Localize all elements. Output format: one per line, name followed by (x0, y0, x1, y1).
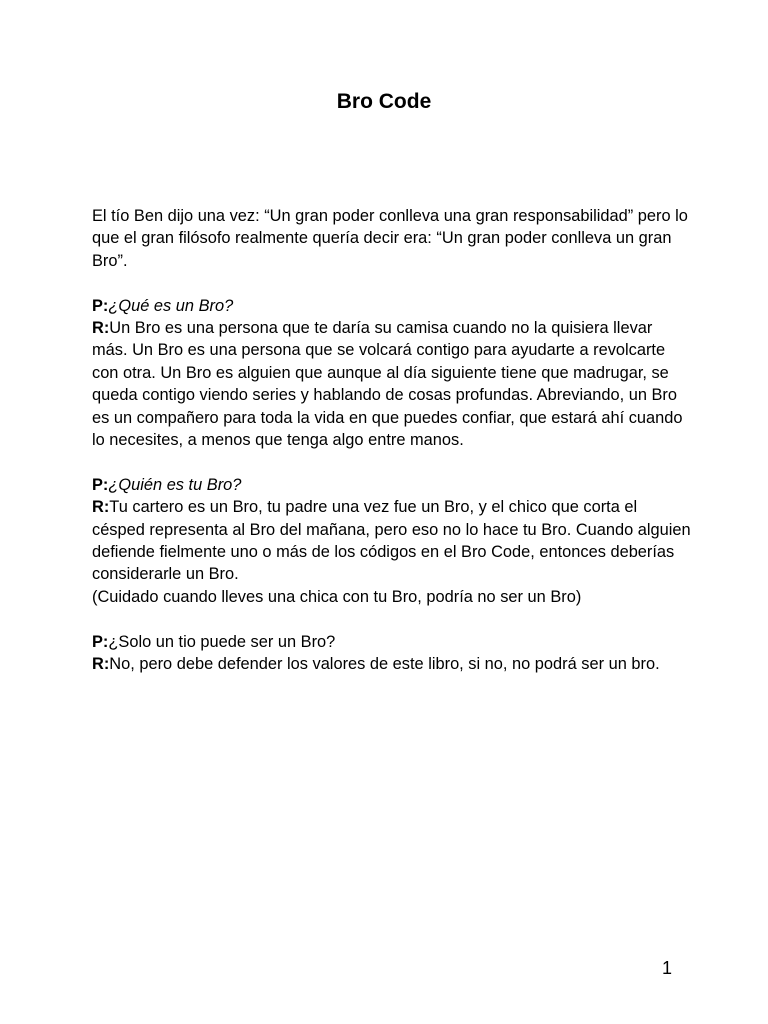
answer-label: R: (92, 319, 110, 338)
answer-label: R: (92, 498, 110, 517)
intro-paragraph: El tío Ben dijo una vez: “Un gran poder conlleva una gran responsabilidad” pero lo que el gran filósofo realmente quería decir era: “Un gran poder conlleva un gran Bro”. (92, 207, 688, 270)
paragraph-gap (92, 608, 692, 630)
document-body (92, 205, 692, 675)
question-2 (92, 474, 692, 496)
answer-3 (92, 653, 692, 675)
answer-1 (92, 317, 692, 451)
question-label: P: (92, 475, 109, 494)
answer-text: Un Bro es una persona que te daría su camisa cuando no la quisiera llevar más. Un Bro es una persona que se volcará contigo para ayudarte a revolcarte con otra. Un Bro es alguien que aunque al día siguiente tiene que madrugar, se queda contigo viendo series y hablando de cosas profundas. Abreviando, un Bro es un compañero para toda la vida en que puedes confiar, que estará ahí cuando lo necesites, a menos que tenga algo entre manos. (92, 319, 683, 450)
question-text: ¿Quién es tu Bro? (108, 475, 242, 494)
question-text: ¿Qué es un Bro? (108, 296, 234, 315)
paragraph-gap (92, 272, 692, 294)
answer-2 (92, 496, 692, 586)
question-label: P: (92, 632, 109, 651)
question-3 (92, 631, 692, 653)
question-text: ¿Solo un tio puede ser un Bro? (108, 632, 336, 651)
answer-text: No, pero debe defender los valores de este libro, si no, no podrá ser un bro. (109, 655, 660, 674)
answer-2-note: (Cuidado cuando lleves una chica con tu Bro, podría no ser un Bro) (92, 587, 582, 606)
page-number: 1 (661, 958, 672, 978)
answer-text: Tu cartero es un Bro, tu padre una vez fue un Bro, y el chico que corta el césped representa al Bro del mañana, pero eso no lo hace tu Bro. Cuando alguien defiende fielmente uno o más de los códigos en el Bro Code, entonces deberías considerarle un Bro. (92, 498, 691, 584)
question-1 (92, 295, 692, 317)
paragraph-gap (92, 451, 692, 473)
answer-label: R: (92, 655, 110, 674)
page-title: Bro Code (336, 90, 432, 113)
question-label: P: (92, 296, 109, 315)
